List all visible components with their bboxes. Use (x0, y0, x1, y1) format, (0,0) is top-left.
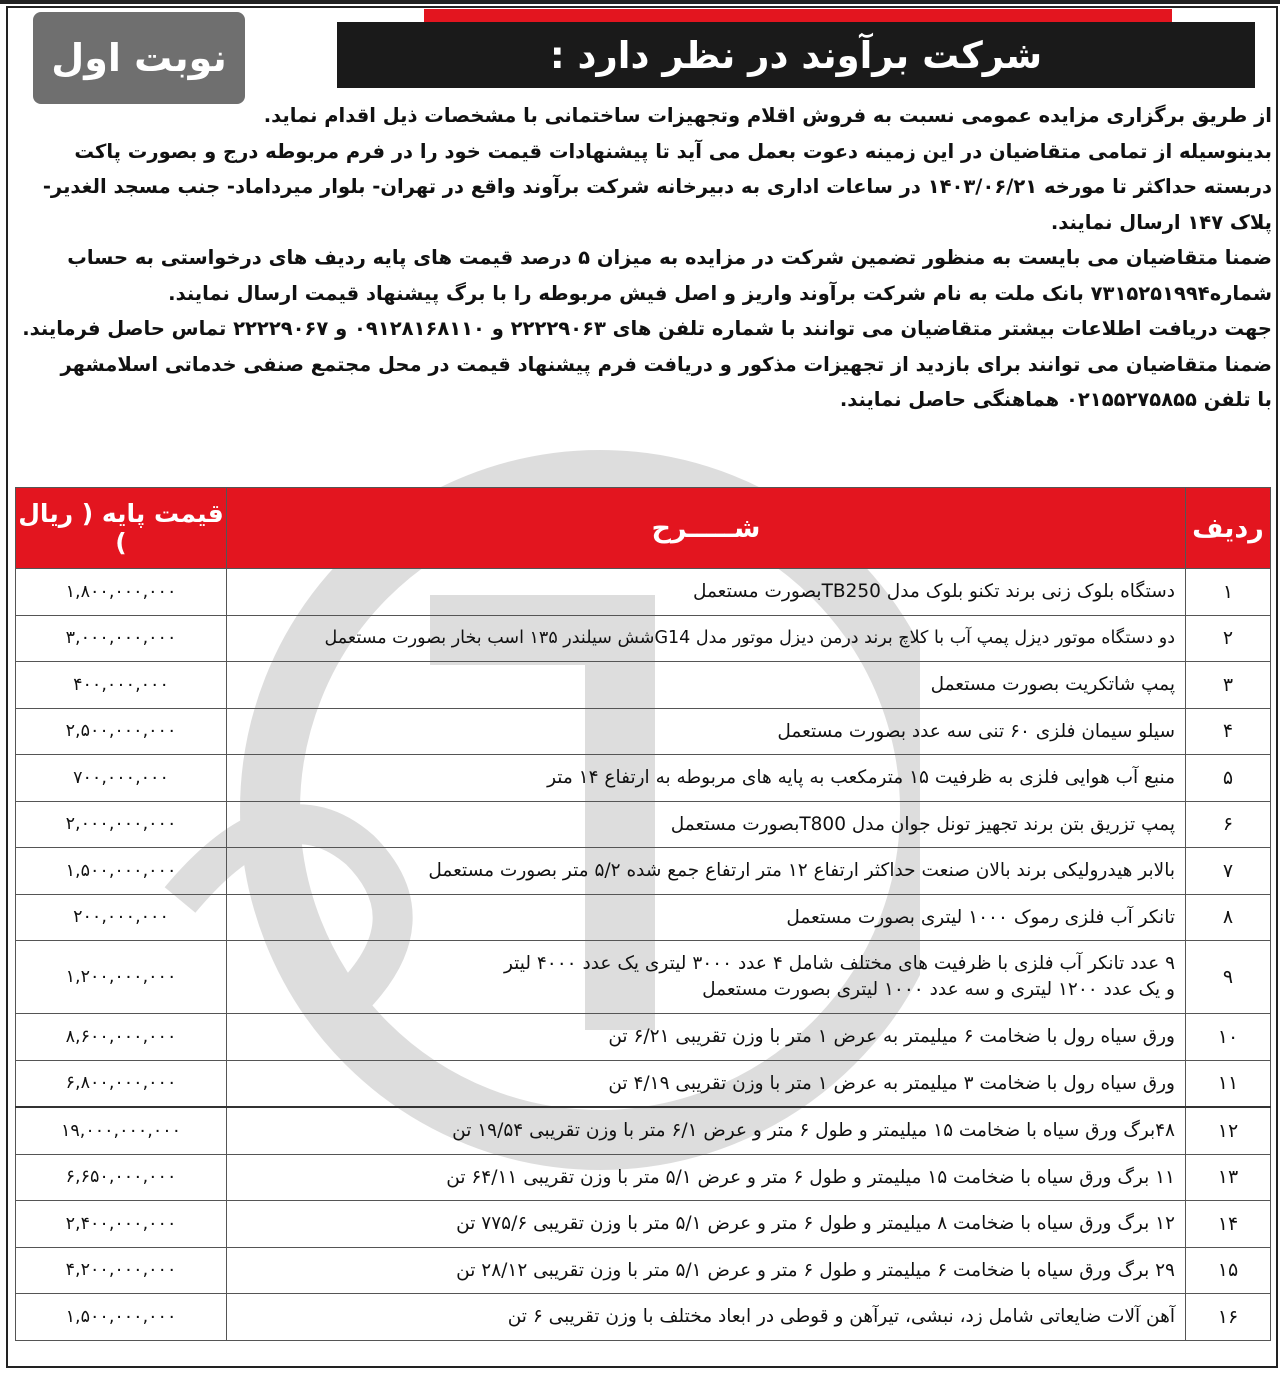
row-description: پمپ شاتکریت بصورت مستعمل (227, 662, 1186, 709)
table-row (16, 1154, 1271, 1201)
row-description: آهن آلات ضایعاتی شامل زد، نبشی، تیرآهن و قوطی در ابعاد مختلف با وزن تقریبی ۶ تن (227, 1294, 1186, 1341)
row-price: ۸,۶۰۰,۰۰۰,۰۰۰ (16, 1014, 227, 1061)
row-description-line: ۹ عدد تانکر آب فلزی با ظرفیت های مختلف شامل ۴ عدد ۳۰۰۰ لیتری یک عدد ۴۰۰۰ لیتر (503, 953, 1175, 974)
top-rule-left (0, 0, 640, 4)
row-index: ۱۴ (1186, 1201, 1271, 1248)
table-row (16, 615, 1271, 662)
row-price: ۱,۲۰۰,۰۰۰,۰۰۰ (16, 941, 227, 1014)
table-row (16, 941, 1271, 1014)
table-header-row (16, 488, 1271, 569)
row-index: ۴ (1186, 708, 1271, 755)
intro-line: شماره۷۳۱۵۲۵۱۹۹۴ بانک ملت به نام شرکت برآوند واریز و اصل فیش مربوطه را با برگ پیشنهاد قیمت ارسال نمایند. (168, 281, 1272, 305)
row-index: ۳ (1186, 662, 1271, 709)
row-price: ۲,۵۰۰,۰۰۰,۰۰۰ (16, 708, 227, 755)
row-index: ۱۰ (1186, 1014, 1271, 1061)
intro-text (14, 98, 1272, 418)
row-index: ۱۳ (1186, 1154, 1271, 1201)
row-index: ۹ (1186, 941, 1271, 1014)
title-bar (337, 22, 1255, 88)
table-row (16, 1014, 1271, 1061)
row-description: ورق سیاه رول با ضخامت ۳ میلیمتر به عرض ۱ متر با وزن تقریبی ۴/۱۹ تن (227, 1060, 1186, 1107)
table-row (16, 569, 1271, 616)
row-price: ۲,۰۰۰,۰۰۰,۰۰۰ (16, 801, 227, 848)
intro-line: پلاک ۱۴۷ ارسال نمایند. (1050, 210, 1272, 234)
row-index: ۱۲ (1186, 1107, 1271, 1154)
intro-line: ضمنا متقاضیان می بایست به منظور تضمین شرکت در مزایده به میزان ۵ درصد قیمت های پایه ردیف های درخواستی به حساب (67, 246, 1272, 269)
table-row (16, 848, 1271, 895)
intro-line: با تلفن ۰۲۱۵۵۲۷۵۸۵۵ هماهنگی حاصل نمایند. (839, 388, 1272, 411)
row-price: ۶,۸۰۰,۰۰۰,۰۰۰ (16, 1060, 227, 1107)
header-description: شـــــرح (227, 488, 1186, 569)
row-price: ۲۰۰,۰۰۰,۰۰۰ (16, 894, 227, 941)
top-rule-right (640, 0, 1280, 4)
row-price: ۱۹,۰۰۰,۰۰۰,۰۰۰ (16, 1107, 227, 1154)
row-index: ۱۵ (1186, 1247, 1271, 1294)
row-index: ۶ (1186, 801, 1271, 848)
round-badge (33, 12, 245, 104)
intro-line: ضمنا متقاضیان می توانند برای بازدید از تجهیزات مذکور و دریافت فرم پیشنهاد قیمت در محل مجتمع صنفی خدماتی اسلامشهر (60, 352, 1272, 376)
row-index: ۸ (1186, 894, 1271, 941)
page-title: شرکت برآوند در نظر دارد : (549, 33, 1043, 77)
table-row (16, 1201, 1271, 1248)
intro-line: دربسته حداکثر تا مورخه ۱۴۰۳/۰۶/۲۱ در ساعات اداری به دبیرخانه شرکت برآوند واقع در تهران- بلوار میرداماد- جنب مسجد الغدیر- (42, 175, 1272, 198)
row-price: ۳,۰۰۰,۰۰۰,۰۰۰ (16, 615, 227, 662)
intro-line: از طریق برگزاری مزایده عمومی نسبت به فروش اقلام وتجهیزات ساختمانی با مشخصات ذیل اقدام نماید. (263, 104, 1272, 127)
row-description: ۲۹ برگ ورق سیاه با ضخامت ۶ میلیمتر و طول ۶ متر و عرض ۵/۱ متر با وزن تقریبی ۲۸/۱۲ تن (227, 1247, 1186, 1294)
row-price: ۱,۸۰۰,۰۰۰,۰۰۰ (16, 569, 227, 616)
round-badge-label: نوبت اول (51, 36, 227, 80)
table-row (16, 894, 1271, 941)
row-description: بالابر هیدرولیکی برند بالان صنعت حداکثر ارتفاع ۱۲ متر ارتفاع جمع شده ۵/۲ متر بصورت مستعمل (227, 848, 1186, 895)
table-row (16, 1107, 1271, 1154)
row-description: دو دستگاه موتور دیزل پمپ آب با کلاچ برند درمن دیزل موتور مدل G14شش سیلندر ۱۳۵ اسب بخار بصورت مستعمل (227, 615, 1186, 662)
table-row (16, 1294, 1271, 1341)
row-description (227, 941, 1186, 1014)
intro-line: جهت دریافت اطلاعات بیشتر متقاضیان می توانند با شماره تلفن های ۲۲۲۲۹۰۶۳ و ۰۹۱۲۸۱۶۸۱۱۰ و ۲۲۲۲۹۰۶۷ تماس حاصل فرمایند. (22, 317, 1272, 340)
row-description: سیلو سیمان فلزی ۶۰ تنی سه عدد بصورت مستعمل (227, 708, 1186, 755)
row-index: ۲ (1186, 615, 1271, 662)
row-index: ۵ (1186, 755, 1271, 802)
title-red-accent (424, 9, 1172, 23)
table-row (16, 708, 1271, 755)
row-description: دستگاه بلوک زنی برند تکنو بلوک مدل TB250بصورت مستعمل (227, 569, 1186, 616)
row-index: ۱ (1186, 569, 1271, 616)
header-index: ردیف (1186, 488, 1271, 569)
table-row (16, 755, 1271, 802)
row-price: ۱,۵۰۰,۰۰۰,۰۰۰ (16, 1294, 227, 1341)
table-row (16, 662, 1271, 709)
row-index: ۱۶ (1186, 1294, 1271, 1341)
row-description: منبع آب هوایی فلزی به ظرفیت ۱۵ مترمکعب به پایه های مربوطه به ارتفاع ۱۴ متر (227, 755, 1186, 802)
row-price: ۷۰۰,۰۰۰,۰۰۰ (16, 755, 227, 802)
table-row (16, 1247, 1271, 1294)
header-price: قیمت پایه ( ریال ) (16, 488, 227, 569)
row-index: ۷ (1186, 848, 1271, 895)
table-row (16, 1060, 1271, 1107)
row-price: ۱,۵۰۰,۰۰۰,۰۰۰ (16, 848, 227, 895)
row-description: ۱۲ برگ ورق سیاه با ضخامت ۸ میلیمتر و طول ۶ متر و عرض ۵/۱ متر با وزن تقریبی ۷۷۵/۶ تن (227, 1201, 1186, 1248)
row-price: ۲,۴۰۰,۰۰۰,۰۰۰ (16, 1201, 227, 1248)
row-index: ۱۱ (1186, 1060, 1271, 1107)
auction-items-table (15, 487, 1271, 1341)
row-price: ۴,۲۰۰,۰۰۰,۰۰۰ (16, 1247, 227, 1294)
row-description: ورق سیاه رول با ضخامت ۶ میلیمتر به عرض ۱ متر با وزن تقریبی ۶/۲۱ تن (227, 1014, 1186, 1061)
row-description: ۱۱ برگ ورق سیاه با ضخامت ۱۵ میلیمتر و طول ۶ متر و عرض ۵/۱ متر با وزن تقریبی ۶۴/۱۱ تن (227, 1154, 1186, 1201)
row-description: تانکر آب فلزی رموک ۱۰۰۰ لیتری بصورت مستعمل (227, 894, 1186, 941)
table-row (16, 801, 1271, 848)
row-price: ۴۰۰,۰۰۰,۰۰۰ (16, 662, 227, 709)
row-description: ۴۸برگ ورق سیاه با ضخامت ۱۵ میلیمتر و طول ۶ متر و عرض ۶/۱ متر با وزن تقریبی ۱۹/۵۴ تن (227, 1107, 1186, 1154)
row-description-line: و یک عدد ۱۲۰۰ لیتری و سه عدد ۱۰۰۰ لیتری بصورت مستعمل (702, 979, 1175, 1000)
row-description: پمپ تزریق بتن برند تجهیز تونل جوان مدل T800بصورت مستعمل (227, 801, 1186, 848)
intro-line: بدینوسیله از تمامی متقاضیان در این زمینه دعوت بعمل می آید تا پیشنهادات قیمت خود را در فرم مربوطه درج و بصورت پاکت (74, 139, 1272, 163)
row-price: ۶,۶۵۰,۰۰۰,۰۰۰ (16, 1154, 227, 1201)
